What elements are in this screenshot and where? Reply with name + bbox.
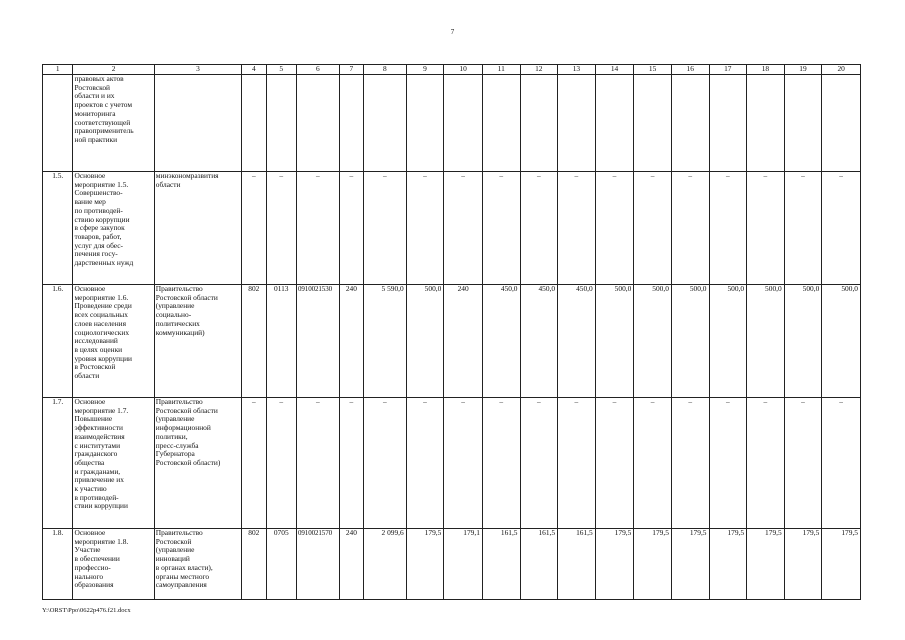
table-row — [43, 75, 861, 172]
row-number — [43, 75, 73, 172]
year-value: 179,5 — [822, 529, 861, 600]
executor: минэкономразвития области — [154, 172, 241, 285]
year-value: – — [406, 172, 444, 285]
activity-name: Основное мероприятие 1.8. Участие в обеспечении профессио- нального образования — [73, 529, 154, 600]
total-value: 2 099,6 — [364, 529, 407, 600]
year-value: – — [558, 398, 596, 529]
page-number: 7 — [450, 28, 455, 36]
year-value: 500,0 — [595, 285, 634, 398]
year-value: – — [595, 398, 634, 529]
total-value — [364, 75, 407, 172]
executor: Правительство Ростовской области (управление социально- политических коммуникаций) — [154, 285, 241, 398]
executor: Правительство Ростовской области (управление информационной политики, пресс-служба Губернатора Ростовской области) — [154, 398, 241, 529]
year-value — [822, 75, 861, 172]
year-value: – — [671, 398, 709, 529]
year-value — [747, 75, 785, 172]
vr-code: – — [339, 398, 363, 529]
year-value — [406, 75, 444, 172]
header-cell: 13 — [558, 65, 596, 75]
total-value: – — [364, 398, 407, 529]
year-value: 500,0 — [784, 285, 822, 398]
rzpr-code: – — [266, 172, 296, 285]
rzpr-code — [266, 75, 296, 172]
header-cell: 8 — [364, 65, 407, 75]
year-value: – — [595, 172, 634, 285]
year-value: 161,5 — [482, 529, 520, 600]
header-cell: 14 — [595, 65, 634, 75]
csr-code: 0910021530 — [297, 285, 340, 398]
year-value: – — [520, 398, 558, 529]
csr-code: 0910021570 — [297, 529, 340, 600]
year-value: – — [709, 172, 747, 285]
year-value: – — [709, 398, 747, 529]
year-value: 450,0 — [482, 285, 520, 398]
year-value: 500,0 — [634, 285, 672, 398]
year-value: 450,0 — [558, 285, 596, 398]
year-value: – — [482, 172, 520, 285]
year-value: 161,5 — [520, 529, 558, 600]
activity-name: Основное мероприятие 1.6. Проведение среди всех социальных слоев населения социологических исследований в целях оценки уровня коррупции в Ростовской области — [73, 285, 154, 398]
year-value — [671, 75, 709, 172]
rzpr-code: – — [266, 398, 296, 529]
header-cell: 16 — [671, 65, 709, 75]
year-value: – — [444, 172, 483, 285]
vr-code: 240 — [339, 285, 363, 398]
csr-code: – — [297, 398, 340, 529]
activity-name: правовых актов Ростовской области и их проектов с учетом мониторинга соответствующей правоприменитель ной практики — [73, 75, 154, 172]
year-value: 161,5 — [558, 529, 596, 600]
header-cell: 18 — [747, 65, 785, 75]
header-cell: 3 — [154, 65, 241, 75]
table-row — [43, 285, 861, 398]
year-value: 500,0 — [747, 285, 785, 398]
header-cell: 5 — [266, 65, 296, 75]
csr-code — [297, 75, 340, 172]
year-value — [634, 75, 672, 172]
rzpr-code: 0113 — [266, 285, 296, 398]
year-value: 500,0 — [709, 285, 747, 398]
header-cell: 11 — [482, 65, 520, 75]
activity-name: Основное мероприятие 1.5. Совершенство- вание мер по противодей- ствию коррупции в сфере закупок товаров, работ, услуг для обес- печения госу- дарственных нужд — [73, 172, 154, 285]
header-cell: 6 — [297, 65, 340, 75]
table-row — [43, 398, 861, 529]
year-value: 179,5 — [747, 529, 785, 600]
year-value — [784, 75, 822, 172]
header-cell: 19 — [784, 65, 822, 75]
grbs-code — [242, 75, 266, 172]
grbs-code: – — [242, 398, 266, 529]
year-value: – — [482, 398, 520, 529]
header-cell: 17 — [709, 65, 747, 75]
year-value — [444, 75, 483, 172]
year-value: 450,0 — [520, 285, 558, 398]
total-value: 5 590,0 — [364, 285, 407, 398]
year-value: 179,5 — [671, 529, 709, 600]
header-cell: 2 — [73, 65, 154, 75]
vr-code: 240 — [339, 529, 363, 600]
csr-code: – — [297, 172, 340, 285]
year-value: 500,0 — [671, 285, 709, 398]
executor: Правительство Ростовской (управление инноваций в органах власти), органы местного самоуправления — [154, 529, 241, 600]
year-value: – — [406, 398, 444, 529]
budget-table — [42, 64, 861, 600]
year-value: 179,5 — [784, 529, 822, 600]
year-value: – — [822, 172, 861, 285]
header-cell: 7 — [339, 65, 363, 75]
rzpr-code: 0705 — [266, 529, 296, 600]
header-cell: 1 — [43, 65, 73, 75]
header-row — [43, 65, 861, 75]
year-value: – — [747, 398, 785, 529]
year-value: – — [634, 398, 672, 529]
total-value: – — [364, 172, 407, 285]
grbs-code: 802 — [242, 285, 266, 398]
year-value: – — [822, 398, 861, 529]
year-value: – — [784, 172, 822, 285]
year-value: 500,0 — [406, 285, 444, 398]
year-value — [482, 75, 520, 172]
header-cell: 15 — [634, 65, 672, 75]
year-value: – — [558, 172, 596, 285]
header-cell: 4 — [242, 65, 266, 75]
grbs-code: – — [242, 172, 266, 285]
row-number: 1.7. — [43, 398, 73, 529]
year-value: 179,5 — [709, 529, 747, 600]
row-number: 1.6. — [43, 285, 73, 398]
table-row — [43, 172, 861, 285]
row-number: 1.8. — [43, 529, 73, 600]
year-value — [520, 75, 558, 172]
grbs-code: 802 — [242, 529, 266, 600]
year-value — [595, 75, 634, 172]
year-value — [709, 75, 747, 172]
year-value: 179,5 — [595, 529, 634, 600]
table-row — [43, 529, 861, 600]
header-cell: 12 — [520, 65, 558, 75]
year-value: 179,1 — [444, 529, 483, 600]
year-value: – — [634, 172, 672, 285]
file-path-footer: Y:\ORST\Ppo\0622p476.f21.docx — [42, 607, 131, 614]
header-cell: 10 — [444, 65, 483, 75]
year-value: – — [747, 172, 785, 285]
year-value — [558, 75, 596, 172]
vr-code — [339, 75, 363, 172]
vr-code: – — [339, 172, 363, 285]
year-value: – — [444, 398, 483, 529]
year-value: 179,5 — [634, 529, 672, 600]
year-value: 240 — [444, 285, 483, 398]
header-cell: 9 — [406, 65, 444, 75]
row-number: 1.5. — [43, 172, 73, 285]
year-value: – — [671, 172, 709, 285]
activity-name: Основное мероприятие 1.7. Повышение эффективности взаимодействия с институтами гражданского общества и гражданами, привлечение их к участию в противодей- ствии коррупции — [73, 398, 154, 529]
year-value: – — [784, 398, 822, 529]
executor — [154, 75, 241, 172]
year-value: 500,0 — [822, 285, 861, 398]
year-value: 179,5 — [406, 529, 444, 600]
header-cell: 20 — [822, 65, 861, 75]
year-value: – — [520, 172, 558, 285]
